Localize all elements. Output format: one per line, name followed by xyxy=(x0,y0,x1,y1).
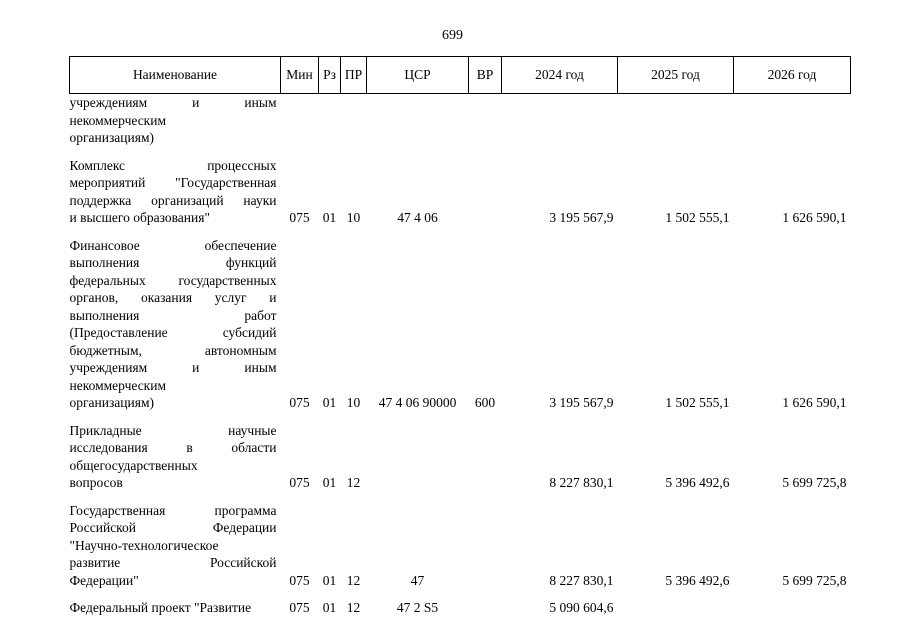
cell-pr: 12 xyxy=(346,600,361,615)
row-name-line: Федерации" xyxy=(69,572,139,588)
header-csr: ЦСР xyxy=(367,57,469,94)
row-name-line: Комплекс процессных xyxy=(69,157,277,173)
cell-y2024: 8 227 830,1 xyxy=(549,475,614,490)
cell-rz: 01 xyxy=(322,475,337,490)
cell-y2024 xyxy=(502,94,618,147)
cell-rz: 01 xyxy=(322,572,337,588)
row-name-line: выполнения функций xyxy=(69,255,277,270)
row-name-line: (Предоставление субсидий xyxy=(69,325,277,340)
cell-min: 075 xyxy=(289,210,310,225)
budget-table xyxy=(69,56,851,617)
header-2026: 2026 год xyxy=(734,57,851,94)
row-name-line: Федеральный проект "Развитие xyxy=(69,600,252,615)
row-name-line: и высшего образования" xyxy=(69,210,210,225)
cell-y2024: 5 090 604,6 xyxy=(549,600,614,615)
cell-y2025: 1 502 555,1 xyxy=(665,395,730,410)
row-name-line: выполнения работ xyxy=(69,307,277,323)
row-name-line: некоммерческим xyxy=(69,112,167,128)
cell-vr xyxy=(469,147,502,227)
row-name-line: общегосударственных xyxy=(69,457,198,473)
cell-y2024: 3 195 567,9 xyxy=(549,210,614,225)
cell-y2026: 1 626 590,1 xyxy=(782,210,847,225)
cell-y2024: 8 227 830,1 xyxy=(549,572,614,588)
cell-min: 075 xyxy=(289,572,310,588)
header-2025: 2025 год xyxy=(618,57,734,94)
row-name-line: исследования в области xyxy=(69,440,277,455)
cell-rz xyxy=(319,94,341,147)
table-row xyxy=(70,94,851,147)
cell-pr: 12 xyxy=(346,475,361,490)
cell-rz: 01 xyxy=(322,395,337,410)
header-pr: ПР xyxy=(341,57,367,94)
header-vr: ВР xyxy=(469,57,502,94)
cell-min: 075 xyxy=(289,600,310,615)
table-row xyxy=(70,412,851,492)
cell-min: 075 xyxy=(289,395,310,410)
table-header xyxy=(70,57,851,94)
cell-y2025 xyxy=(618,94,734,147)
cell-y2026: 5 699 725,8 xyxy=(782,475,847,490)
row-name xyxy=(70,147,281,227)
cell-y2024: 3 195 567,9 xyxy=(549,395,614,410)
row-name-line: органов, оказания услуг и xyxy=(69,290,277,305)
cell-vr xyxy=(469,412,502,492)
row-name xyxy=(70,94,281,147)
cell-pr: 10 xyxy=(346,395,361,410)
row-name xyxy=(70,412,281,492)
row-name xyxy=(70,589,281,617)
cell-pr: 10 xyxy=(346,210,361,225)
cell-y2025: 5 396 492,6 xyxy=(665,572,730,588)
cell-y2026: 5 699 725,8 xyxy=(782,572,847,588)
row-name-line: вопросов xyxy=(69,475,123,490)
header-name: Наименование xyxy=(70,57,281,94)
cell-min: 075 xyxy=(289,475,310,490)
cell-vr xyxy=(469,589,502,617)
row-name-line: "Научно-технологическое xyxy=(69,537,219,553)
row-name-line: мероприятий "Государственная xyxy=(69,175,277,190)
row-name-line: организациям) xyxy=(69,130,155,145)
cell-csr: 47 4 06 90000 xyxy=(378,395,457,410)
page-number: 699 xyxy=(442,28,463,43)
row-name-line: Государственная программа xyxy=(69,502,277,518)
cell-pr: 12 xyxy=(346,572,361,588)
row-name-line: организациям) xyxy=(69,395,155,410)
row-name-line: Финансовое обеспечение xyxy=(69,237,277,253)
row-name-line: бюджетным, автономным xyxy=(69,342,277,358)
cell-csr: 47 4 06 xyxy=(397,210,438,225)
row-name xyxy=(70,492,281,590)
cell-y2025: 5 396 492,6 xyxy=(665,475,730,490)
cell-pr xyxy=(341,94,367,147)
table-row xyxy=(70,147,851,227)
row-name-line: развитие Российской xyxy=(69,555,277,570)
cell-min xyxy=(281,94,319,147)
table-body xyxy=(70,94,851,617)
row-name-line: Российской Федерации xyxy=(69,520,277,535)
cell-rz: 01 xyxy=(322,210,337,225)
cell-y2026 xyxy=(734,94,851,147)
row-name-line: Прикладные научные xyxy=(69,422,277,438)
cell-vr xyxy=(469,94,502,147)
row-name-line: поддержка организаций науки xyxy=(69,192,277,208)
table-row xyxy=(70,227,851,412)
cell-rz: 01 xyxy=(322,600,337,615)
row-name xyxy=(70,227,281,412)
cell-vr xyxy=(469,492,502,590)
table-row xyxy=(70,492,851,590)
row-name-line: учреждениям и иным xyxy=(69,360,277,375)
cell-csr: 47 xyxy=(410,572,425,588)
cell-y2025 xyxy=(618,589,734,617)
cell-y2025: 1 502 555,1 xyxy=(665,210,730,225)
row-name-line: учреждениям и иным xyxy=(69,95,277,110)
cell-y2026: 1 626 590,1 xyxy=(782,395,847,410)
cell-csr xyxy=(367,412,469,492)
header-rz: Рз xyxy=(319,57,341,94)
cell-y2026 xyxy=(734,589,851,617)
cell-csr xyxy=(367,94,469,147)
cell-vr: 600 xyxy=(474,395,496,410)
header-min: Мин xyxy=(281,57,319,94)
header-2024: 2024 год xyxy=(502,57,618,94)
row-name-line: федеральных государственных xyxy=(69,272,277,288)
cell-csr: 47 2 S5 xyxy=(396,600,439,615)
table-row xyxy=(70,589,851,617)
row-name-line: некоммерческим xyxy=(69,377,167,393)
